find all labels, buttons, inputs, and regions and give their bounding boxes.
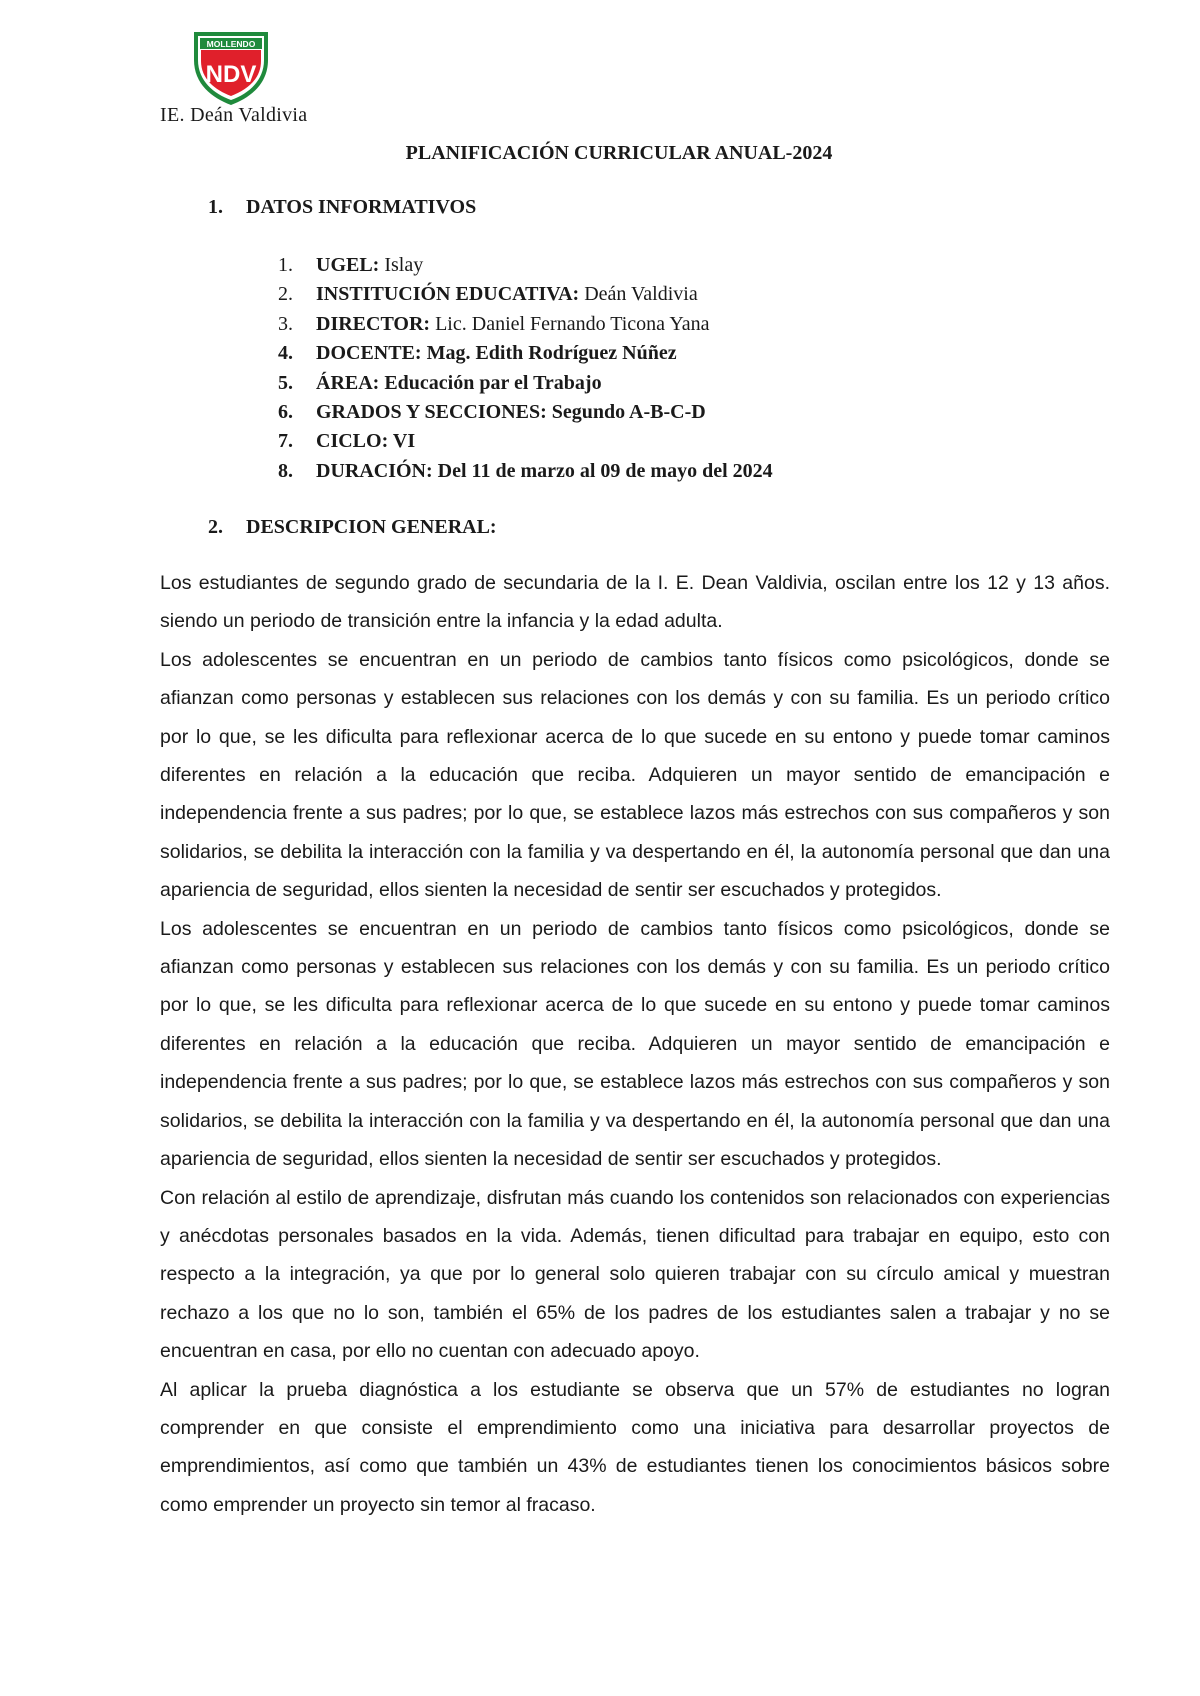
section-number: 1. [208, 196, 223, 218]
item-key: DIRECTOR: [316, 312, 431, 335]
list-item [278, 251, 773, 280]
general-description-body [160, 564, 1110, 1524]
section-heading-descripcion [208, 516, 497, 539]
item-key: GRADOS Y SECCIONES: [316, 400, 547, 423]
item-key: DURACIÓN: [316, 459, 433, 482]
item-number: 7. [278, 430, 293, 453]
section-title: DESCRIPCION GENERAL: [246, 516, 497, 538]
informative-data-list [278, 251, 773, 486]
item-number: 5. [278, 371, 293, 394]
item-value: Lic. Daniel Fernando Ticona Yana [430, 312, 710, 335]
section-heading-datos [208, 196, 476, 219]
item-value: Deán Valdivia [579, 283, 698, 306]
item-value: VI [388, 430, 416, 453]
item-number: 4. [278, 342, 293, 365]
list-item [278, 398, 773, 427]
item-number: 6. [278, 400, 293, 423]
description-paragraph: Al aplicar la prueba diagnóstica a los estudiante se observa que un 57% de estudiantes no logran comprender en que consiste el emprendimiento como una iniciativa para desarrollar proyectos de emprendimientos, así como que también un 43% de estudiantes tienen los conocimientos básicos sobre como emprender un proyecto sin temor al fracaso. [160, 1378, 1110, 1516]
item-key: INSTITUCIÓN EDUCATIVA: [316, 283, 580, 306]
list-item [278, 427, 773, 456]
item-value: Del 11 de marzo al 09 de mayo del 2024 [432, 459, 773, 482]
item-number: 1. [278, 254, 293, 276]
item-key: ÁREA: [316, 371, 380, 394]
description-paragraph: Los adolescentes se encuentran en un periodo de cambios tanto físicos como psicológicos, donde se afianzan como personas y establecen sus relaciones con los demás y con su familia. Es un periodo crítico por lo que, se les dificulta para reflexionar acerca de lo que sucede en su entono y puede tomar caminos diferentes en relación a la educación que reciba. Adquieren un mayor sentido de emancipación e independencia frente a sus padres; por lo que, se establece lazos más estrechos con sus compañeros y son solidarios, se debilita la interacción con la familia y va despertando en él, la autonomía personal que dan una apariencia de seguridad, ellos sienten la necesidad de sentir ser escuchados y protegidos. [160, 648, 1110, 902]
item-value: Islay [379, 254, 424, 276]
item-key: DOCENTE: [316, 342, 422, 365]
document-title: PLANIFICACIÓN CURRICULAR ANUAL-2024 [405, 142, 833, 164]
logo-banner-text: MOLLENDO [206, 39, 256, 49]
section-number: 2. [208, 516, 223, 538]
school-name-label: IE. Deán Valdivia [160, 104, 308, 126]
list-item [278, 310, 773, 339]
description-paragraph: Los estudiantes de segundo grado de secundaria de la I. E. Dean Valdivia, oscilan entre los 12 y 13 años. siendo un periodo de transición entre la infancia y la edad adulta. [160, 572, 1110, 633]
item-value: Mag. Edith Rodríguez Núñez [421, 342, 677, 365]
list-item [278, 280, 773, 309]
item-number: 3. [278, 312, 293, 335]
school-crest-logo [190, 26, 272, 106]
item-number: 8. [278, 459, 293, 482]
description-paragraph: Con relación al estilo de aprendizaje, disfrutan más cuando los contenidos son relacionados con experiencias y anécdotas personales basados en la vida. Además, tienen dificultad para trabajar en equipo, esto con respecto a la integración, ya que por lo general solo quieren trabajar con su círculo amical y muestran rechazo a los que no lo son, también el 65% de los padres de los estudiantes salen a trabajar y no se encuentran en casa, por ello no cuentan con adecuado apoyo. [160, 1186, 1110, 1363]
item-key: CICLO: [316, 430, 389, 453]
list-item [278, 457, 773, 486]
logo-initials-text: NDV [205, 61, 257, 88]
item-value: Segundo A-B-C-D [546, 400, 706, 423]
description-paragraph: Los adolescentes se encuentran en un periodo de cambios tanto físicos como psicológicos, donde se afianzan como personas y establecen sus relaciones con los demás y con su familia. Es un periodo crítico por lo que, se les dificulta para reflexionar acerca de lo que sucede en su entono y puede tomar caminos diferentes en relación a la educación que reciba. Adquieren un mayor sentido de emancipación e independencia frente a sus padres; por lo que, se establece lazos más estrechos con sus compañeros y son solidarios, se debilita la interacción con la familia y va despertando en él, la autonomía personal que dan una apariencia de seguridad, ellos sienten la necesidad de sentir ser escuchados y protegidos. [160, 917, 1110, 1171]
item-value: Educación par el Trabajo [379, 371, 602, 394]
section-title: DATOS INFORMATIVOS [246, 196, 477, 218]
list-item [278, 369, 773, 398]
list-item [278, 339, 773, 368]
item-key: UGEL: [316, 254, 380, 276]
item-number: 2. [278, 283, 293, 306]
